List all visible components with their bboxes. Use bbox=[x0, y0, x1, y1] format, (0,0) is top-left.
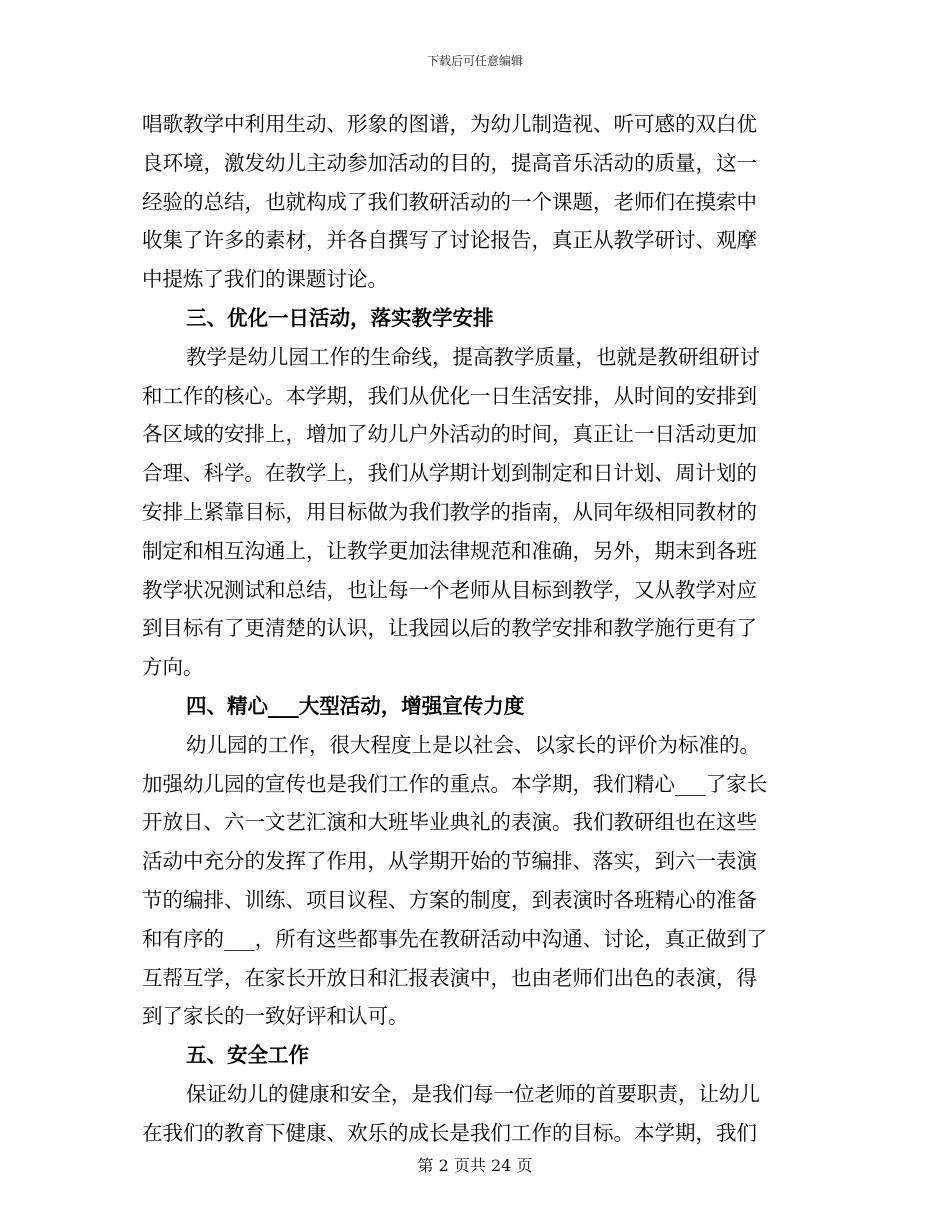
paragraph-line: 收集了许多的素材，并各自撰写了讨论报告，真正从教学研讨、观摩 bbox=[142, 228, 757, 253]
paragraph-line: 活动中充分的发挥了作用，从学期开始的节编排、落实，到六一表演 bbox=[142, 849, 757, 874]
paragraph-line: 和有序的___，所有这些都事先在教研活动中沟通、讨论，真正做到了 bbox=[142, 926, 768, 951]
paragraph-line: 合理、科学。在教学上，我们从学期计划到制定和日计划、周计划的 bbox=[142, 461, 757, 486]
section-heading-3: 三、优化一日活动，落实教学安排 bbox=[186, 305, 494, 330]
paragraph-line: 在我们的教育下健康、欢乐的成长是我们工作的目标。本学期，我们 bbox=[142, 1120, 757, 1145]
page-header: 下载后可任意编辑 bbox=[426, 54, 523, 68]
paragraph-line: 开放日、六一文艺汇演和大班毕业典礼的表演。我们教研组也在这些 bbox=[142, 810, 757, 835]
paragraph-line: 中提炼了我们的课题讨论。 bbox=[142, 267, 388, 292]
paragraph-line: 唱歌教学中利用生动、形象的图谱，为幼儿制造视、听可感的双白优 bbox=[142, 112, 757, 136]
paragraph-line: 方向。 bbox=[142, 655, 204, 680]
paragraph-line: 安排上紧靠目标，用目标做为我们教学的指南，从同年级相同教材的 bbox=[142, 499, 757, 524]
paragraph-line: 到了家长的一致好评和认可。 bbox=[142, 1004, 409, 1029]
page-footer: 第 2 页共 24 页 bbox=[417, 1156, 533, 1175]
section-heading-4: 四、精心___大型活动，增强宣传力度 bbox=[186, 693, 525, 718]
paragraph-line: 保证幼儿的健康和安全，是我们每一位老师的首要职责，让幼儿 bbox=[186, 1081, 760, 1106]
paragraph-line: 教学是幼儿园工作的生命线，提高教学质量，也就是教研组研讨 bbox=[186, 344, 760, 369]
document-body bbox=[142, 105, 802, 1153]
paragraph-line: 幼儿园的工作，很大程度上是以社会、以家长的评价为标准的。 bbox=[186, 732, 760, 757]
paragraph-line: 制定和相互沟通上，让教学更加法律规范和准确，另外，期末到各班 bbox=[142, 538, 757, 563]
paragraph-line: 教学状况测试和总结，也让每一个老师从目标到教学，又从教学对应 bbox=[142, 577, 757, 602]
paragraph-line: 和工作的核心。本学期，我们从优化一日生活安排，从时间的安排到 bbox=[142, 383, 757, 408]
paragraph-line: 节的编排、训练、项目议程、方案的制度，到表演时各班精心的准备 bbox=[142, 887, 757, 912]
paragraph-line: 良环境，激发幼儿主动参加活动的目的，提高音乐活动的质量，这一 bbox=[142, 150, 757, 175]
section-heading-5: 五、安全工作 bbox=[186, 1043, 309, 1068]
paragraph-line: 经验的总结，也就构成了我们教研活动的一个课题，老师们在摸索中 bbox=[142, 189, 757, 214]
paragraph-line: 各区域的安排上，增加了幼儿户外活动的时间，真正让一日活动更加 bbox=[142, 422, 757, 447]
paragraph-line: 互帮互学，在家长开放日和汇报表演中，也由老师们出色的表演，得 bbox=[142, 965, 757, 990]
paragraph-line: 到目标有了更清楚的认识，让我园以后的教学安排和教学施行更有了 bbox=[142, 616, 757, 641]
paragraph-line: 加强幼儿园的宣传也是我们工作的重点。本学期，我们精心___了家长 bbox=[142, 771, 768, 796]
